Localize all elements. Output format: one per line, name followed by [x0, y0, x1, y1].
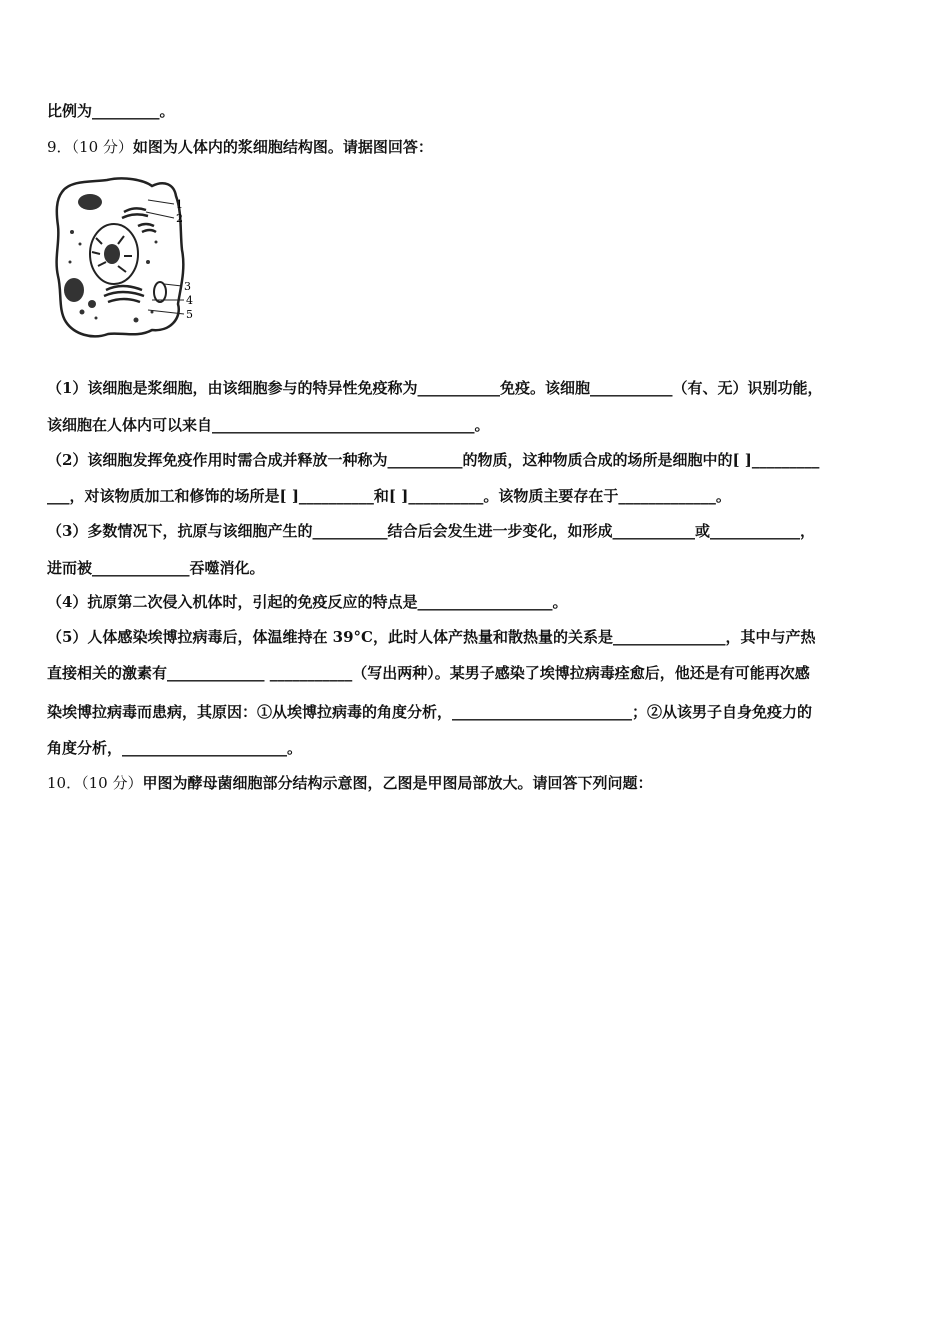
part-1-line-a: （1）该细胞是浆细胞，由该细胞参与的特异性免疫称为___________免疫。该细胞___________（有、无）识别功能，: [47, 379, 823, 397]
part-5-line-b: 直接相关的激素有_____________ ___________（写出两种）。某男子感染了埃博拉病毒痊愈后，他还是有可能再次感: [47, 664, 810, 682]
part-3-line-b: 进而被_____________吞噬消化。: [47, 559, 265, 577]
figure-label: 5: [186, 308, 193, 321]
question-9-heading: [47, 137, 433, 157]
figure-label: 2: [176, 212, 183, 225]
figure-label: 4: [186, 294, 193, 307]
mitochondrion: [78, 194, 102, 210]
part-1-line-b: 该细胞在人体内可以来自___________________________________。: [47, 416, 490, 434]
golgi-apparatus: [104, 286, 144, 302]
part-5-line-c: 染埃博拉病毒而患病，其原因：①从埃博拉病毒的角度分析，________________________；②从该男子自身免疫力的: [47, 703, 813, 721]
part-2-line-a: （2）该细胞发挥免疫作用时需合成并释放一种称为__________的物质，这种物质合成的场所是细胞中的[ ]_________: [47, 451, 820, 469]
part-3-line-a: （3）多数情况下，抗原与该细胞产生的__________结合后会发生进一步变化，如形成___________或____________，: [47, 522, 815, 540]
question-10-heading: [47, 773, 652, 793]
part-5-line-a: （5）人体感染埃博拉病毒后，体温维持在 39°C，此时人体产热量和散热量的关系是_______________，其中与产热: [47, 628, 816, 646]
plasma-cell-figure: [52, 172, 202, 344]
question-9-number: 9．: [47, 138, 72, 156]
figure-label: 3: [184, 280, 191, 293]
question-10-number: 10．: [47, 774, 82, 792]
nucleolus: [104, 244, 120, 264]
figure-label: 1: [176, 198, 183, 211]
part-5-line-d: 角度分析，______________________。: [47, 739, 303, 757]
question-10-stem: 甲图为酵母菌细胞部分结构示意图，乙图是甲图局部放大。请回答下列问题：: [142, 774, 653, 792]
part-4-line: （4）抗原第二次侵入机体时，引起的免疫反应的特点是__________________。: [47, 593, 568, 611]
mitochondrion: [154, 282, 166, 302]
question-9-points: （10 分）: [71, 138, 133, 156]
line-ratio: 比例为_________。: [47, 102, 175, 120]
question-10-points: （10 分）: [81, 774, 143, 792]
part-2-line-b: ___，对该物质加工和修饰的场所是[ ]__________和[ ]__________。该物质主要存在于_____________。: [47, 487, 731, 505]
question-9-stem: 如图为人体内的浆细胞结构图。请据图回答：: [132, 138, 433, 156]
mitochondrion: [64, 278, 84, 302]
